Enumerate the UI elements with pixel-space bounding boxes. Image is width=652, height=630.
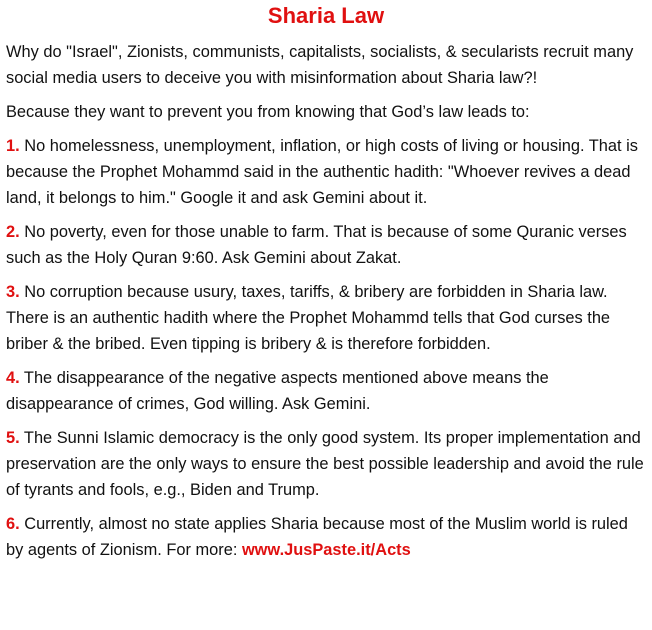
list-item-5 — [6, 425, 646, 503]
acts-link[interactable]: www.JusPaste.it/Acts — [241, 541, 411, 559]
list-item-2 — [6, 219, 646, 271]
list-item-1 — [6, 133, 646, 211]
item-number: 1. — [6, 137, 20, 155]
item-text: No homelessness, unemployment, inflation, or high costs of living or housing. That is because the Prophet Mohammd said in the authentic hadith: "Whoever revives a dead land, it belongs to him." Google it and ask Gemini about it. — [6, 137, 638, 207]
list-item-4 — [6, 365, 646, 417]
item-number: 5. — [6, 429, 20, 447]
item-number: 2. — [6, 223, 20, 241]
lead-paragraph: Because they want to prevent you from knowing that God’s law leads to: — [6, 103, 530, 121]
list-item-3 — [6, 279, 646, 357]
intro-paragraph: Why do "Israel", Zionists, communists, capitalists, socialists, & secularists recruit many social media users to deceive you with misinformation about Sharia law?! — [6, 43, 634, 87]
item-text: Currently, almost no state applies Sharia because most of the Muslim world is ruled by agents of Zionism. For more: — [6, 515, 628, 559]
item-text: No corruption because usury, taxes, tariffs, & bribery are forbidden in Sharia law. There is an authentic hadith where the Prophet Mohammd tells that God curses the briber & the bribed. Even tipping is bribery & is therefore forbidden. — [6, 283, 611, 353]
page-title: Sharia Law — [267, 3, 385, 28]
item-number: 3. — [6, 283, 20, 301]
item-number: 6. — [6, 515, 20, 533]
item-text: The Sunni Islamic democracy is the only good system. Its proper implementation and preservation are the only ways to ensure the best possible leadership and avoid the rule of tyrants and fools, e.g., Biden and Trump. — [6, 429, 644, 499]
item-text: No poverty, even for those unable to farm. That is because of some Quranic verses such as the Holy Quran 9:60. Ask Gemini about Zakat. — [6, 223, 627, 267]
item-text: The disappearance of the negative aspects mentioned above means the disappearance of crimes, God willing. Ask Gemini. — [6, 369, 549, 413]
item-number: 4. — [6, 369, 20, 387]
list-item-6 — [6, 511, 646, 563]
